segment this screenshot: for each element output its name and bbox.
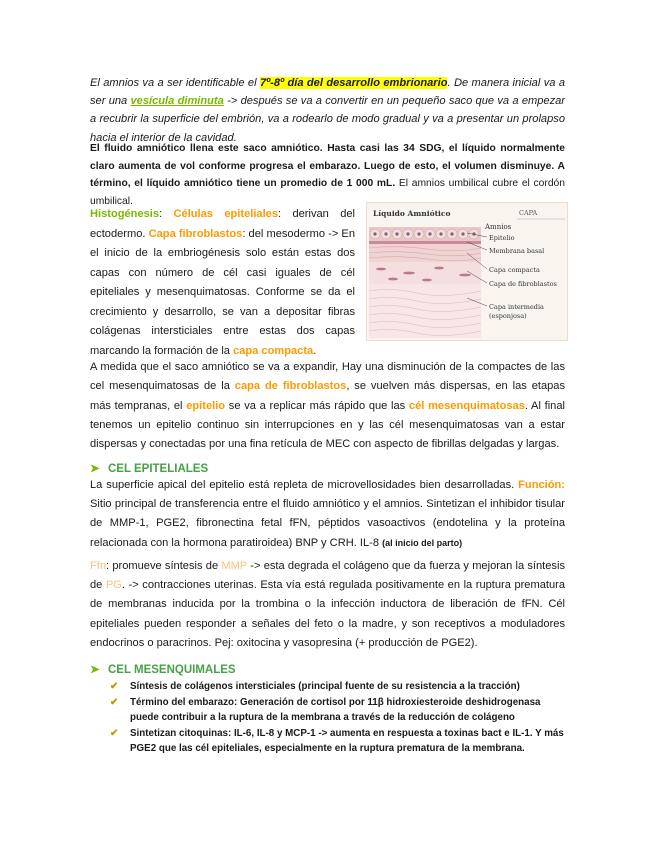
cel-epiteliales-heading-text: CEL EPITELIALES: [108, 463, 209, 475]
epitelio-highlight: epitelio: [186, 399, 226, 412]
amniotic-membrane-figure: [366, 202, 568, 341]
funcion-label: Función:: [518, 479, 565, 491]
amniotic-fluid-tail: El amnios umbilical cubre el cordón umbilical.: [90, 178, 566, 207]
capa-compacta-highlight: capa compacta: [233, 344, 314, 357]
amniotic-fluid-text: El fluido amniótico llena este saco amniótico. Hasta casi las 34 SDG, el líquido normalmente claro aumenta de vol conforme progresa el embarazo. Luego de esto, el volumen disminuye. A término, el líquido amniótico tiene un promedio de 1 000 mL.: [90, 143, 565, 189]
expansion-text-c: se va a replicar más rápido que las: [225, 399, 409, 412]
figure-label-epitelio: Epitelio: [489, 234, 515, 242]
ffn-text-b: -> esta degrada el colágeno que da fuerza y mejoran la síntesis de: [90, 560, 565, 592]
epiteliales-text-c: (al inicio del parto): [382, 537, 463, 548]
amniotic-fluid-paragraph: [90, 140, 565, 210]
histogenesis-text-1: : derivan del ectodermo.: [90, 208, 355, 240]
histogenesis-label: Histogénesis: [90, 208, 160, 220]
list-item-text: Término del embarazo: Generación de cortisol por 11β hidroxiesteroide deshidrogenasa puede contribuir a la ruptura de la membrana a través de la reducción de colágeno: [130, 696, 541, 723]
expansion-paragraph: [90, 358, 565, 454]
intro-paragraph: [90, 74, 565, 147]
figure-label-capa-compacta: Capa compacta: [489, 266, 540, 274]
histogenesis-colon: :: [159, 208, 174, 220]
cel-epiteliales-highlight: Células epiteliales: [173, 208, 278, 220]
list-item: [110, 695, 565, 726]
intro-text-a: El amnios va a ser identificable el: [90, 77, 260, 89]
cel-epiteliales-paragraph: [90, 476, 565, 553]
checkmark-icon: ✔: [110, 681, 119, 692]
epiteliales-text-a: La superficie apical del epitelio está repleta de microvellosidades bien desarrolladas.: [90, 479, 519, 491]
ffn-text-c: . -> contracciones uterinas. Esta vía está regulada positivamente en la ruptura prematura de membranas inducida por la trombina o la infección inductora de liberación de fFN. Cél epiteliales pueden responder a señales del feto o la madre, y son receptivos a moduladores endocrinos o paracrinos. Pej: oxitocina y vasopresina (+ producción de PGE2).: [90, 579, 566, 649]
arrow-bullet-icon: ➤: [90, 664, 100, 676]
ffn-text-a: : promueve síntesis de: [106, 560, 222, 572]
cel-mesenquimales-list: [110, 679, 565, 757]
cel-mesenquimales-heading: [90, 662, 236, 676]
figure-label-capa-intermedia: Capa intermedia: [489, 303, 544, 311]
figure-amnios-label: Amnios: [485, 223, 512, 231]
ffn-label: Ffn: [90, 560, 107, 572]
list-item: [110, 679, 565, 695]
checkmark-icon: ✔: [110, 727, 119, 739]
pg-label: PG: [105, 579, 122, 592]
cel-mesenquimales-heading-text: CEL MESENQUIMALES: [108, 664, 236, 676]
figure-title: Líquido Amniótico: [373, 209, 451, 218]
figure-capa-label: CAPA: [519, 209, 538, 217]
expansion-text-a: A medida que el saco amniótico se va a expandir, Hay una disminución de la compactes de las cel mesenquimatosas de la: [90, 361, 565, 393]
capa-fibroblastos-highlight: Capa fibroblastos: [148, 227, 243, 240]
expansion-text-b: , se vuelven más dispersas, en las etapas más tempranas, el: [90, 380, 566, 412]
histogenesis-text-2: : del mesodermo -> En el inicio de la embriogénesis solo están estas dos capas con número de cél casi iguales de cél epiteliales y mesenquimatosas. Conforme se da el crecimiento y desarrollo, se van a depositar fibras colágenas intersticiales entre estas dos capas marcando la formación de la: [90, 227, 355, 357]
ffn-paragraph: [90, 557, 565, 653]
list-item-text: Sintetizan citoquinas: IL-6, IL-8 y MCP-1 -> aumenta en respuesta a toxinas bact e IL-1. Y más PGE2 que las cél epiteliales, especialmente en la ruptura prematura de la membrana.: [130, 727, 564, 754]
intro-text-c: -> después se va a convertir en un pequeño saco que va a empezar a recubrir la superficie del embrión, va a rodearlo de modo gradual y va a presentar un prolapso hacia el interior de la cavidad.: [90, 95, 565, 144]
figure-label-esponjosa: (esponjosa): [489, 312, 527, 320]
expansion-text-d: . Al final tenemos un epitelio continuo sin interrupciones en y las cél mesenquimatosas van a estar dispersas y conectadas por una fina retícula de MEC con aspecto de fibrillas delgadas y largas.: [90, 399, 565, 451]
histogenesis-paragraph: [90, 205, 355, 361]
figure-label-membrana-basal: Membrana basal: [489, 247, 545, 255]
cel-mesenquimatosas-highlight: cél mesenquimatosas: [408, 399, 525, 412]
capa-fibroblastos-highlight-2: capa de fibroblastos: [234, 380, 347, 393]
figure-label-capa-fibroblastos: Capa de fibroblastos: [489, 280, 557, 288]
histogenesis-text-3: .: [313, 344, 317, 357]
intro-text-b: . De manera inicial va a ser una: [90, 77, 565, 108]
highlight-day: 7º-8º día del desarrollo embrionario: [259, 77, 448, 89]
list-item-text: Síntesis de colágenos intersticiales (principal fuente de su resistencia a la tracción): [130, 681, 520, 692]
epiteliales-text-b: Sitio principal de transferencia entre el fluido amniótico y el amnios. Sintetizan el inhibidor tisular de MMP-1, PGE2, fibronectina fetal fFN, péptidos vasoactivos (endotelina y la proteína relacionada con la hormona paratiroidea) BNP y CRH. IL-8: [90, 498, 565, 549]
list-item: [110, 726, 565, 757]
cel-epiteliales-heading: [90, 461, 208, 475]
highlight-vesicula: vesícula diminuta: [130, 95, 224, 108]
mmp-label: MMP: [221, 560, 248, 572]
checkmark-icon: ✔: [110, 696, 119, 708]
arrow-bullet-icon: ➤: [90, 463, 100, 475]
